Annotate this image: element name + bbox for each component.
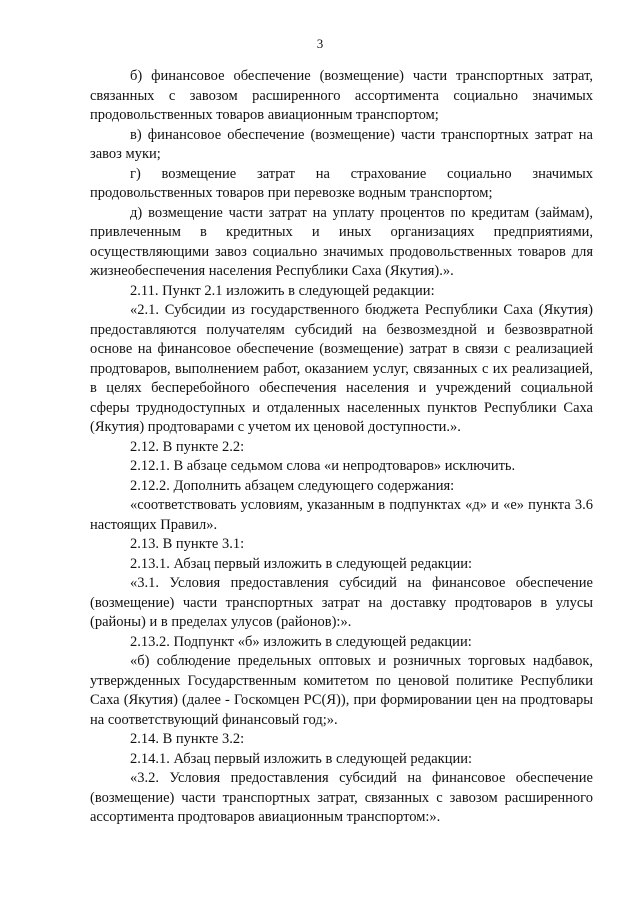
paragraph-item-2-12-1: 2.12.1. В абзаце седьмом слова «и непродтоваров» исключить.: [130, 458, 516, 474]
paragraph-quote-2-1: «2.1. Субсидии из государственного бюджета Республики Саха (Якутия) предоставляются получателям субсидий на безвозмездной и безвозвратной основе на финансовое обеспечение (возмещение) затрат в связи с реализацией продтоваров, выполнением работ, оказанием услуг, связанных с их реализацией, в целях бесперебойного обеспечения населения и учреждений социальной сферы труднодоступных и отдаленных населенных пунктов Республики Саха (Якутия) продтоварами с учетом их ценовой доступности.».: [90, 302, 593, 435]
paragraph-item-2-11: 2.11. Пункт 2.1 изложить в следующей редакции:: [130, 282, 435, 299]
paragraph-subpoint-v: в) финансовое обеспечение (возмещение) части транспортных затрат на завоз муки;: [90, 126, 593, 162]
paragraph-item-2-14-1: 2.14.1. Абзац первый изложить в следующей редакции:: [130, 750, 473, 767]
paragraph-subpoint-b: б) финансовое обеспечение (возмещение) части транспортных затрат, связанных с завозом расширенного ассортимента социально значимых продовольственных товаров авиационным транспортом;: [90, 68, 593, 123]
paragraph-item-2-14: 2.14. В пункте 3.2:: [130, 731, 245, 747]
paragraph-item-2-13-1: 2.13.1. Абзац первый изложить в следующей редакции:: [130, 555, 473, 572]
document-body: [90, 67, 593, 828]
paragraph-item-2-13: 2.13. В пункте 3.1:: [130, 536, 245, 552]
paragraph-quote-b: «б) соблюдение предельных оптовых и розничных торговых надбавок, утвержденных Государственным комитетом по ценовой политике Республики Саха (Якутия) (далее - Госкомцен РС(Я)), при формировании цен на продтовары на соответствующий финансовый год;».: [90, 653, 593, 728]
paragraph-subpoint-d: д) возмещение части затрат на уплату процентов по кредитам (займам), привлеченным в кредитных и иных организациях предприятиями, осуществляющими завоз социально значимых продовольственных товаров для жизнеобеспечения населения Республики Саха (Якутия).».: [90, 204, 593, 279]
paragraph-quote-3-2: «3.2. Условия предоставления субсидий на финансовое обеспечение (возмещение) части транспортных затрат, связанных с завозом расширенного ассортимента продтоваров авиационным транспортом:».: [90, 770, 593, 825]
paragraph-quote-3-1: «3.1. Условия предоставления субсидий на финансовое обеспечение (возмещение) части транспортных затрат на доставку продтоваров в улусы (районы) и в пределах улусов (районов):».: [90, 575, 593, 630]
paragraph-item-2-12-2: 2.12.2. Дополнить абзацем следующего содержания:: [130, 477, 455, 494]
paragraph-subpoint-g: г) возмещение затрат на страхование социально значимых продовольственных товаров при перевозке водным транспортом;: [90, 165, 593, 201]
paragraph-item-2-12: 2.12. В пункте 2.2:: [130, 438, 245, 455]
paragraph-quote-conditions: «соответствовать условиям, указанным в подпунктах «д» и «е» пункта 3.6 настоящих Правил».: [90, 497, 593, 533]
paragraph-item-2-13-2: 2.13.2. Подпункт «б» изложить в следующей редакции:: [130, 633, 472, 650]
page-number: 3: [316, 36, 324, 51]
